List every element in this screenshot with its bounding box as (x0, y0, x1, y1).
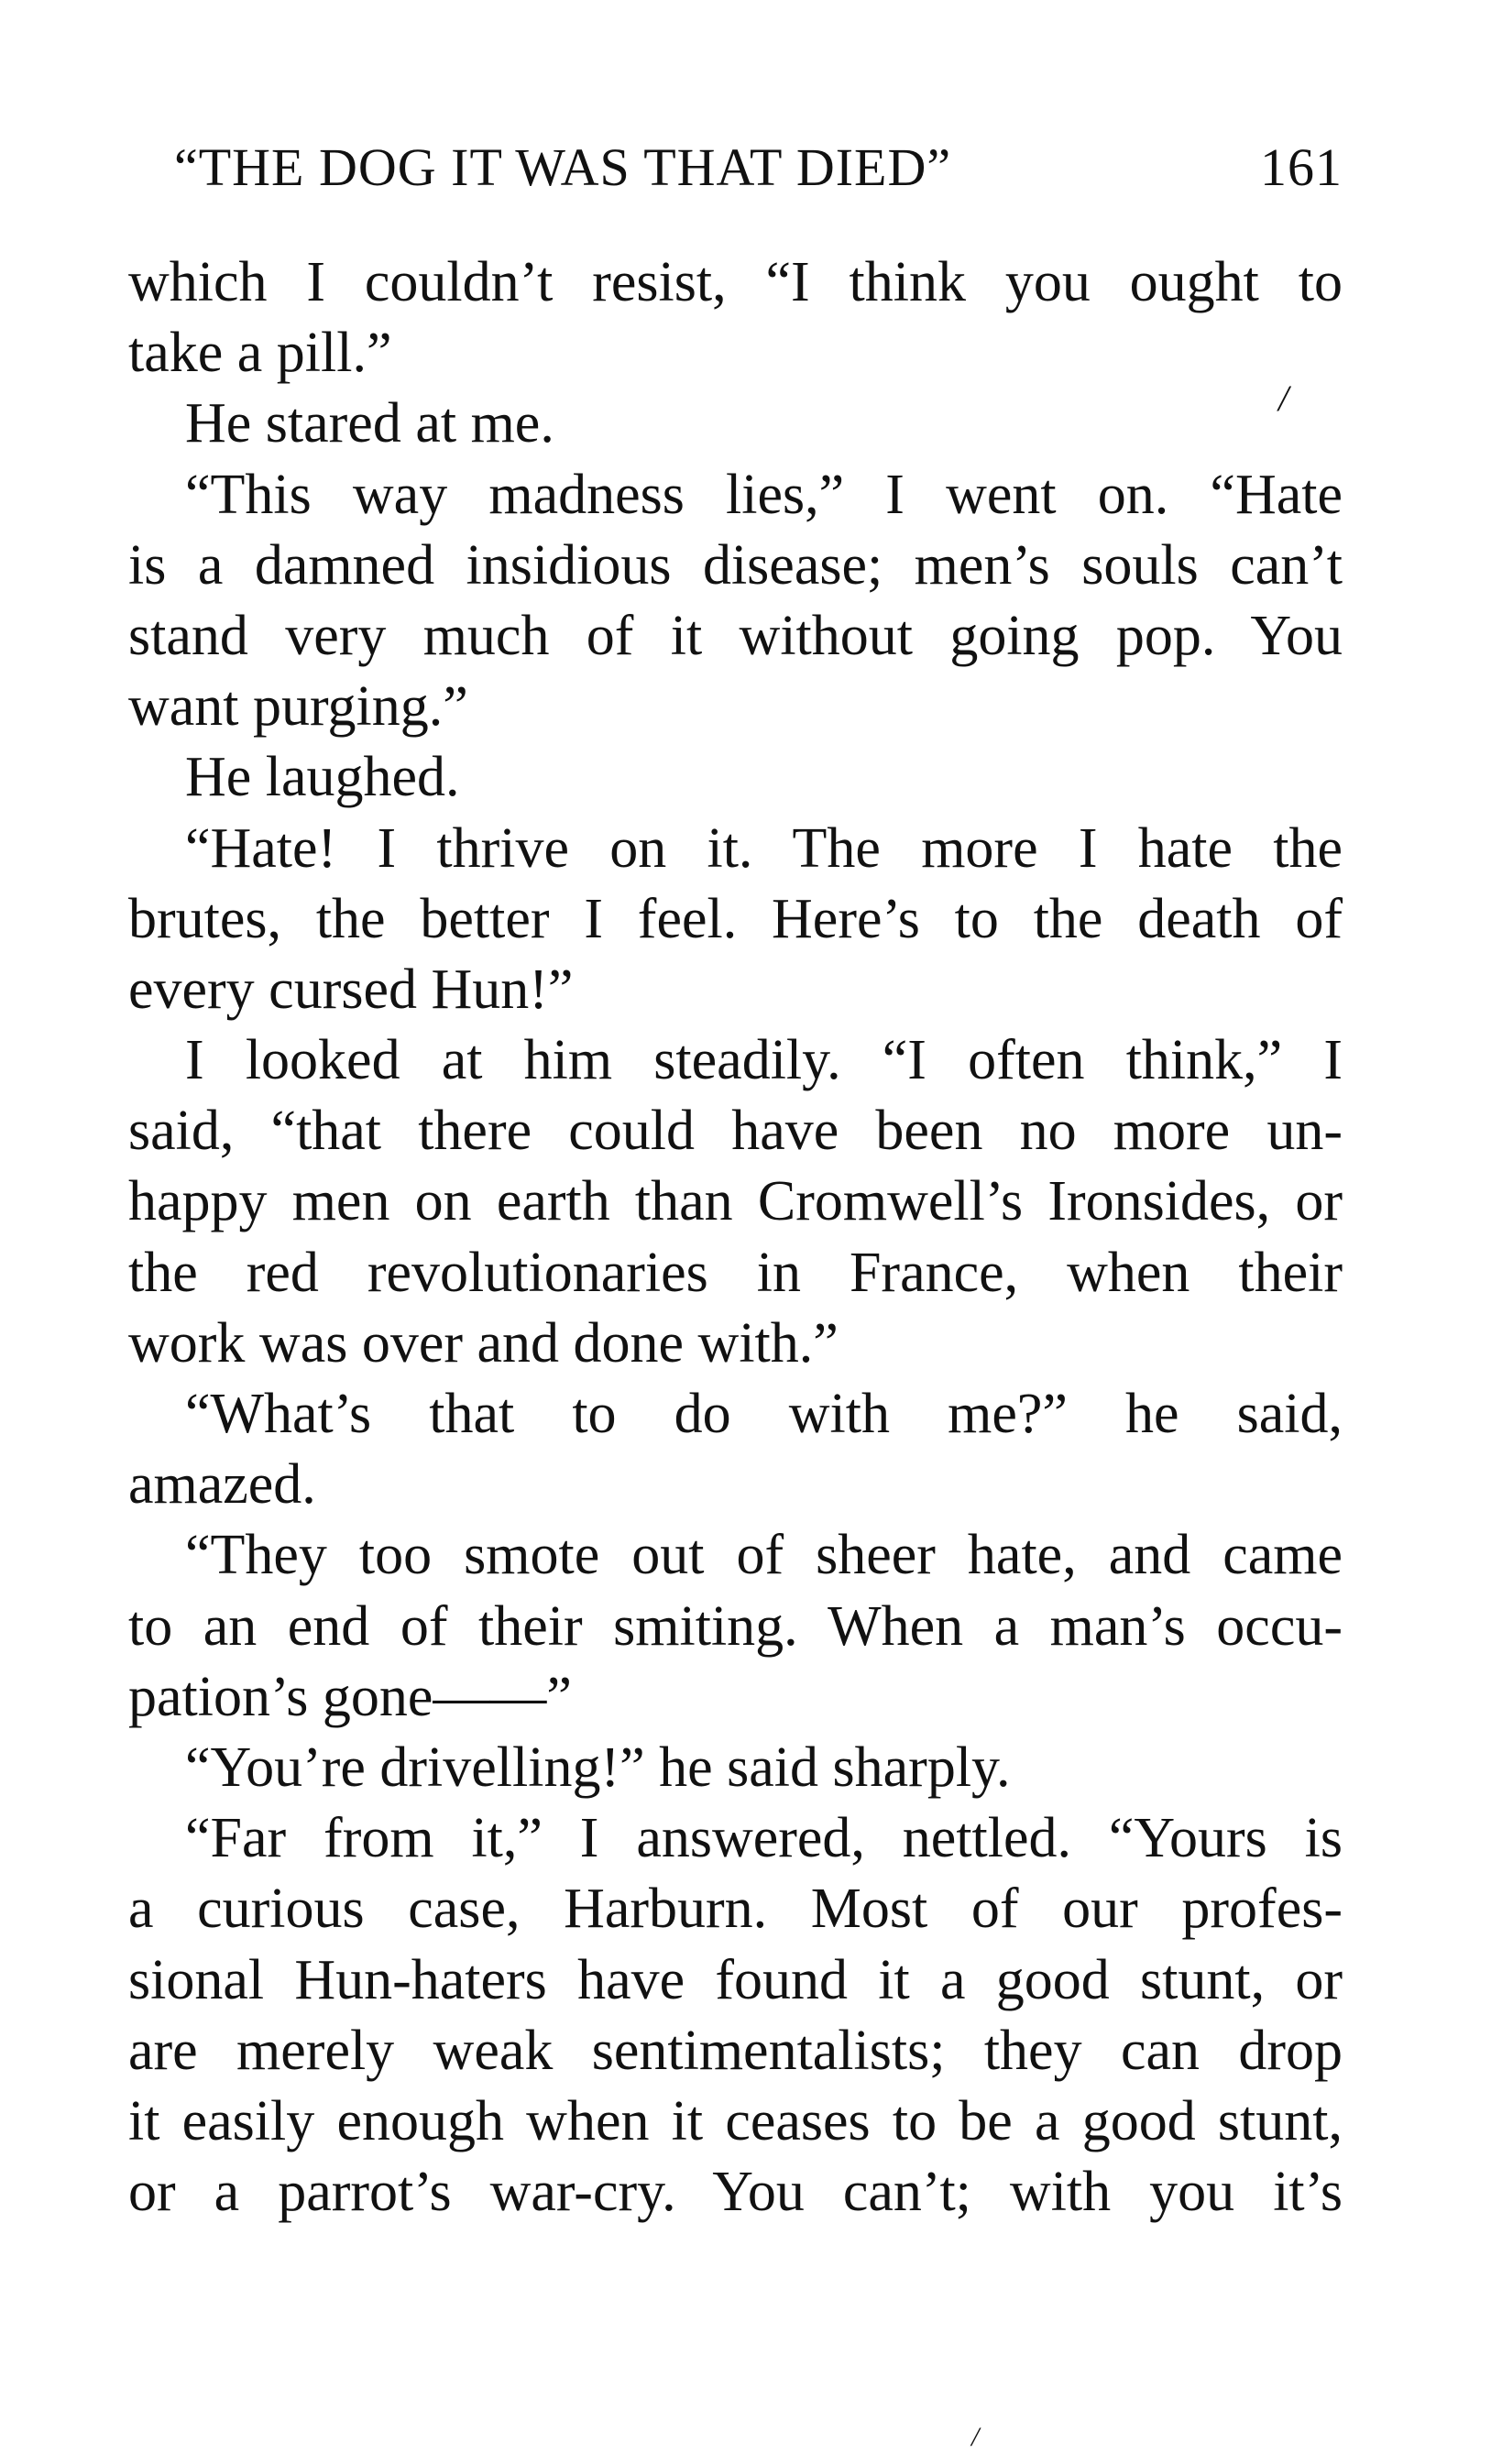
text-line: are merely weak sentimentalists; they can drop (128, 2019, 1343, 2082)
text-line: a curious case, Harburn. Most of our profes- (128, 1878, 1343, 1941)
text-line: He stared at me. (185, 392, 554, 455)
text-line: the red revolutionaries in France, when their (128, 1241, 1343, 1304)
pencil-mark: / (1278, 378, 1289, 419)
text-line: “They too smote out of sheer hate, and came (185, 1524, 1343, 1587)
text-line: is a damned insidious disease; men’s souls can’t (128, 533, 1343, 597)
pencil-mark: / (971, 2422, 980, 2452)
text-line: want purging.” (128, 675, 468, 739)
text-line: brutes, the better I feel. Here’s to the death of (128, 887, 1343, 950)
text-line: He laughed. (185, 746, 460, 809)
text-line: pation’s gone——” (128, 1665, 572, 1728)
text-line: sional Hun-haters have found it a good stunt, or (128, 1948, 1343, 2011)
text-line: happy men on earth than Cromwell’s Ironsides, or (128, 1170, 1343, 1233)
chapter-title: “THE DOG IT WAS THAT DIED” (174, 137, 952, 197)
text-line: “Far from it,” I answered, nettled. “Yours is (185, 1807, 1343, 1870)
text-line: work was over and done with.” (128, 1311, 839, 1374)
text-line: “You’re drivelling!” he said sharply. (185, 1736, 1011, 1799)
page-number: 161 (1260, 137, 1343, 197)
text-line: or a parrot’s war-cry. You can’t; with you it’s (128, 2161, 1343, 2224)
body-text (128, 247, 1343, 2228)
text-line: it easily enough when it ceases to be a good stunt, (128, 2089, 1343, 2152)
text-line: “This way madness lies,” I went on. “Hate (185, 463, 1343, 526)
text-line: I looked at him steadily. “I often think,” I (185, 1029, 1343, 1092)
text-line: which I couldn’t resist, “I think you ought to (128, 251, 1343, 313)
text-line: amazed. (128, 1453, 316, 1517)
text-line: “What’s that to do with me?” he said, (185, 1383, 1343, 1445)
text-line: “Hate! I thrive on it. The more I hate the (185, 816, 1343, 880)
text-line: stand very much of it without going pop. You (128, 604, 1343, 667)
text-line: take a pill.” (128, 322, 392, 385)
running-head (128, 136, 1343, 200)
text-line: said, “that there could have been no more un- (128, 1100, 1343, 1163)
text-line: every cursed Hun!” (128, 958, 574, 1021)
text-line: to an end of their smiting. When a man’s occu- (128, 1594, 1343, 1658)
